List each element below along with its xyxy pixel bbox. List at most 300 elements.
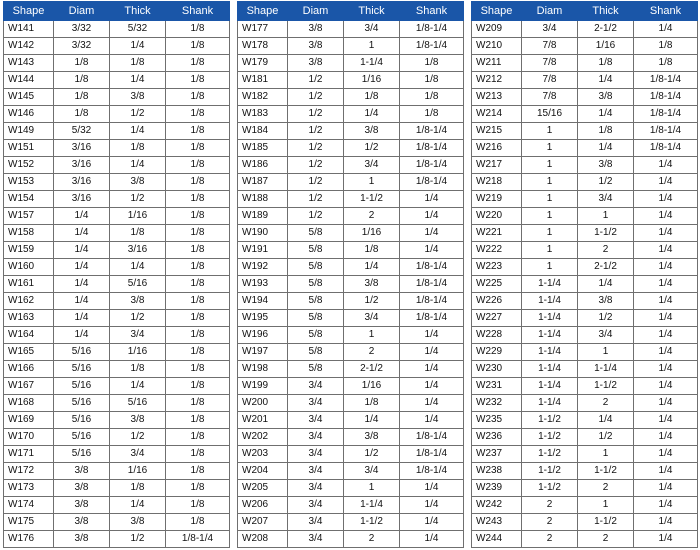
diam-cell: 1-1/4 bbox=[522, 310, 578, 327]
shank-cell: 1/4 bbox=[634, 429, 698, 446]
shank-cell: 1/4 bbox=[634, 174, 698, 191]
thick-cell: 3/8 bbox=[578, 293, 634, 310]
thick-cell: 3/4 bbox=[110, 446, 166, 463]
shank-cell: 1/4 bbox=[634, 480, 698, 497]
column-header-thick: Thick bbox=[578, 2, 634, 21]
shape-cell: W145 bbox=[4, 89, 54, 106]
diam-cell: 1/4 bbox=[54, 225, 110, 242]
shank-cell: 1/8 bbox=[400, 72, 464, 89]
thick-cell: 1/16 bbox=[344, 378, 400, 395]
diam-cell: 1-1/2 bbox=[522, 412, 578, 429]
thick-cell: 3/4 bbox=[110, 327, 166, 344]
diam-cell: 1-1/2 bbox=[522, 480, 578, 497]
diam-cell: 2 bbox=[522, 531, 578, 548]
shape-cell: W154 bbox=[4, 191, 54, 208]
header-row bbox=[472, 2, 698, 21]
table-row bbox=[4, 378, 230, 395]
shank-cell: 1/8 bbox=[166, 395, 230, 412]
shape-cell: W214 bbox=[472, 106, 522, 123]
thick-cell: 3/8 bbox=[110, 412, 166, 429]
table-row bbox=[472, 157, 698, 174]
shape-cell: W177 bbox=[238, 21, 288, 38]
thick-cell: 1/2 bbox=[344, 140, 400, 157]
table-row bbox=[472, 412, 698, 429]
table-row bbox=[472, 514, 698, 531]
table-row bbox=[472, 225, 698, 242]
shape-cell: W186 bbox=[238, 157, 288, 174]
diam-cell: 3/32 bbox=[54, 21, 110, 38]
table-row bbox=[472, 174, 698, 191]
shape-cell: W185 bbox=[238, 140, 288, 157]
thick-cell: 1 bbox=[344, 38, 400, 55]
diam-cell: 3/8 bbox=[54, 531, 110, 548]
thick-cell: 2 bbox=[344, 208, 400, 225]
shape-cell: W166 bbox=[4, 361, 54, 378]
table-row bbox=[4, 497, 230, 514]
shank-cell: 1/8-1/4 bbox=[166, 531, 230, 548]
thick-cell: 1/4 bbox=[578, 106, 634, 123]
shank-cell: 1/4 bbox=[634, 361, 698, 378]
thick-cell: 2 bbox=[578, 531, 634, 548]
table-row bbox=[472, 463, 698, 480]
thick-cell: 2-1/2 bbox=[578, 259, 634, 276]
thick-cell: 1/4 bbox=[578, 72, 634, 89]
column-header-shape: Shape bbox=[472, 2, 522, 21]
shape-cell: W217 bbox=[472, 157, 522, 174]
diam-cell: 3/4 bbox=[288, 531, 344, 548]
diam-cell: 5/16 bbox=[54, 344, 110, 361]
thick-cell: 1/4 bbox=[110, 123, 166, 140]
shape-cell: W164 bbox=[4, 327, 54, 344]
table-row bbox=[472, 531, 698, 548]
thick-cell: 1/2 bbox=[110, 191, 166, 208]
diam-cell: 1/2 bbox=[288, 106, 344, 123]
shape-cell: W221 bbox=[472, 225, 522, 242]
diam-cell: 3/32 bbox=[54, 38, 110, 55]
diam-cell: 1/8 bbox=[54, 89, 110, 106]
diam-cell: 3/4 bbox=[288, 446, 344, 463]
thick-cell: 1/16 bbox=[110, 463, 166, 480]
shape-cell: W189 bbox=[238, 208, 288, 225]
diam-cell: 5/8 bbox=[288, 225, 344, 242]
thick-cell: 1 bbox=[578, 208, 634, 225]
thick-cell: 1/8 bbox=[110, 140, 166, 157]
diam-cell: 1 bbox=[522, 123, 578, 140]
shank-cell: 1/4 bbox=[634, 497, 698, 514]
diam-cell: 7/8 bbox=[522, 55, 578, 72]
shape-cell: W184 bbox=[238, 123, 288, 140]
diam-cell: 1/4 bbox=[54, 259, 110, 276]
table-row bbox=[472, 123, 698, 140]
shank-cell: 1/8 bbox=[166, 242, 230, 259]
table-row bbox=[4, 310, 230, 327]
table-row bbox=[472, 72, 698, 89]
diam-cell: 3/8 bbox=[54, 480, 110, 497]
shank-cell: 1/8-1/4 bbox=[400, 463, 464, 480]
table-row bbox=[238, 174, 464, 191]
table-row bbox=[472, 259, 698, 276]
shank-cell: 1/8 bbox=[166, 344, 230, 361]
thick-cell: 1/8 bbox=[110, 225, 166, 242]
shape-cell: W161 bbox=[4, 276, 54, 293]
diam-cell: 1/2 bbox=[288, 140, 344, 157]
table-row bbox=[472, 497, 698, 514]
table-row bbox=[4, 106, 230, 123]
thick-cell: 1/4 bbox=[578, 412, 634, 429]
shank-cell: 1/8 bbox=[166, 38, 230, 55]
diam-cell: 1/8 bbox=[54, 72, 110, 89]
shank-cell: 1/8 bbox=[166, 140, 230, 157]
diam-cell: 1/8 bbox=[54, 106, 110, 123]
diam-cell: 5/16 bbox=[54, 429, 110, 446]
thick-cell: 1-1/2 bbox=[578, 225, 634, 242]
shank-cell: 1/8-1/4 bbox=[400, 174, 464, 191]
diam-cell: 3/4 bbox=[522, 21, 578, 38]
shape-cell: W176 bbox=[4, 531, 54, 548]
thick-cell: 1/4 bbox=[110, 259, 166, 276]
diam-cell: 3/4 bbox=[288, 463, 344, 480]
shank-cell: 1/8 bbox=[166, 106, 230, 123]
column-header-diam: Diam bbox=[288, 2, 344, 21]
table-row bbox=[238, 310, 464, 327]
diam-cell: 1-1/2 bbox=[522, 446, 578, 463]
thick-cell: 1/2 bbox=[344, 446, 400, 463]
diam-cell: 1 bbox=[522, 157, 578, 174]
table-row bbox=[238, 361, 464, 378]
shape-cell: W230 bbox=[472, 361, 522, 378]
shank-cell: 1/8 bbox=[166, 21, 230, 38]
table-row bbox=[238, 378, 464, 395]
diam-cell: 3/4 bbox=[288, 480, 344, 497]
thick-cell: 3/8 bbox=[344, 429, 400, 446]
column-header-shank: Shank bbox=[400, 2, 464, 21]
shape-cell: W146 bbox=[4, 106, 54, 123]
diam-cell: 3/8 bbox=[54, 497, 110, 514]
shape-cell: W151 bbox=[4, 140, 54, 157]
shape-cell: W173 bbox=[4, 480, 54, 497]
table-row bbox=[238, 463, 464, 480]
shape-cell: W237 bbox=[472, 446, 522, 463]
thick-cell: 1/4 bbox=[110, 38, 166, 55]
shape-cell: W181 bbox=[238, 72, 288, 89]
shape-cell: W163 bbox=[4, 310, 54, 327]
shape-cell: W196 bbox=[238, 327, 288, 344]
shape-cell: W199 bbox=[238, 378, 288, 395]
shank-cell: 1/4 bbox=[400, 378, 464, 395]
table-row bbox=[4, 429, 230, 446]
table-row bbox=[4, 174, 230, 191]
shank-cell: 1/4 bbox=[634, 395, 698, 412]
shape-cell: W192 bbox=[238, 259, 288, 276]
shank-cell: 1/8-1/4 bbox=[634, 89, 698, 106]
diam-cell: 5/16 bbox=[54, 361, 110, 378]
shank-cell: 1/8 bbox=[400, 106, 464, 123]
diam-cell: 1 bbox=[522, 140, 578, 157]
shank-cell: 1/4 bbox=[634, 463, 698, 480]
shape-cell: W159 bbox=[4, 242, 54, 259]
thick-cell: 1/8 bbox=[344, 89, 400, 106]
shank-cell: 1/8 bbox=[166, 497, 230, 514]
thick-cell: 1/2 bbox=[578, 429, 634, 446]
shape-cell: W232 bbox=[472, 395, 522, 412]
thick-cell: 1/2 bbox=[110, 310, 166, 327]
thick-cell: 3/8 bbox=[578, 89, 634, 106]
thick-cell: 1/16 bbox=[344, 72, 400, 89]
thick-cell: 1/4 bbox=[344, 106, 400, 123]
diam-cell: 1-1/2 bbox=[522, 429, 578, 446]
header-row bbox=[238, 2, 464, 21]
shank-cell: 1/8-1/4 bbox=[400, 157, 464, 174]
spec-table-2 bbox=[237, 1, 464, 548]
diam-cell: 1 bbox=[522, 242, 578, 259]
shape-cell: W170 bbox=[4, 429, 54, 446]
thick-cell: 1-1/4 bbox=[578, 361, 634, 378]
shank-cell: 1/4 bbox=[634, 157, 698, 174]
table-row bbox=[238, 225, 464, 242]
thick-cell: 3/8 bbox=[110, 89, 166, 106]
thick-cell: 2 bbox=[344, 531, 400, 548]
shank-cell: 1/8 bbox=[166, 361, 230, 378]
diam-cell: 1/8 bbox=[54, 55, 110, 72]
table-row bbox=[472, 361, 698, 378]
shank-cell: 1/8 bbox=[166, 89, 230, 106]
table-row bbox=[4, 55, 230, 72]
shank-cell: 1/8 bbox=[166, 412, 230, 429]
shank-cell: 1/8-1/4 bbox=[400, 21, 464, 38]
diam-cell: 1/2 bbox=[288, 157, 344, 174]
shank-cell: 1/8-1/4 bbox=[400, 259, 464, 276]
shape-cell: W190 bbox=[238, 225, 288, 242]
thick-cell: 1 bbox=[344, 327, 400, 344]
shape-cell: W218 bbox=[472, 174, 522, 191]
table-row bbox=[472, 191, 698, 208]
table-row bbox=[472, 242, 698, 259]
table-row bbox=[238, 157, 464, 174]
thick-cell: 1/2 bbox=[110, 429, 166, 446]
header-row bbox=[4, 2, 230, 21]
table-row bbox=[4, 157, 230, 174]
table-row bbox=[238, 208, 464, 225]
shank-cell: 1/4 bbox=[400, 344, 464, 361]
thick-cell: 2 bbox=[578, 242, 634, 259]
table-row bbox=[238, 106, 464, 123]
diam-cell: 5/16 bbox=[54, 395, 110, 412]
shape-cell: W206 bbox=[238, 497, 288, 514]
shank-cell: 1/8-1/4 bbox=[400, 446, 464, 463]
shank-cell: 1/8 bbox=[166, 55, 230, 72]
thick-cell: 1/2 bbox=[578, 174, 634, 191]
shape-cell: W187 bbox=[238, 174, 288, 191]
thick-cell: 3/4 bbox=[578, 327, 634, 344]
thick-cell: 1-1/2 bbox=[344, 514, 400, 531]
diam-cell: 1/2 bbox=[288, 89, 344, 106]
table-row bbox=[238, 242, 464, 259]
thick-cell: 3/4 bbox=[344, 157, 400, 174]
shape-cell: W212 bbox=[472, 72, 522, 89]
table-row bbox=[4, 123, 230, 140]
diam-cell: 5/16 bbox=[54, 378, 110, 395]
shape-cell: W216 bbox=[472, 140, 522, 157]
shape-cell: W244 bbox=[472, 531, 522, 548]
shank-cell: 1/8 bbox=[166, 259, 230, 276]
shank-cell: 1/8 bbox=[400, 55, 464, 72]
thick-cell: 1/8 bbox=[578, 123, 634, 140]
shank-cell: 1/4 bbox=[634, 21, 698, 38]
column-header-thick: Thick bbox=[344, 2, 400, 21]
shank-cell: 1/4 bbox=[634, 327, 698, 344]
shank-cell: 1/4 bbox=[634, 208, 698, 225]
shape-cell: W208 bbox=[238, 531, 288, 548]
diam-cell: 1 bbox=[522, 208, 578, 225]
table-row bbox=[4, 276, 230, 293]
shank-cell: 1/8-1/4 bbox=[400, 123, 464, 140]
thick-cell: 2 bbox=[578, 395, 634, 412]
shank-cell: 1/8-1/4 bbox=[400, 276, 464, 293]
diam-cell: 1-1/4 bbox=[522, 344, 578, 361]
diam-cell: 5/8 bbox=[288, 242, 344, 259]
shank-cell: 1/4 bbox=[634, 259, 698, 276]
table-row bbox=[472, 344, 698, 361]
table-row bbox=[472, 21, 698, 38]
diam-cell: 1-1/4 bbox=[522, 276, 578, 293]
thick-cell: 1/8 bbox=[110, 55, 166, 72]
shank-cell: 1/8 bbox=[166, 174, 230, 191]
thick-cell: 3/4 bbox=[344, 310, 400, 327]
diam-cell: 3/4 bbox=[288, 429, 344, 446]
diam-cell: 5/16 bbox=[54, 446, 110, 463]
thick-cell: 3/8 bbox=[344, 276, 400, 293]
shank-cell: 1/4 bbox=[400, 327, 464, 344]
shank-cell: 1/8 bbox=[166, 429, 230, 446]
shank-cell: 1/4 bbox=[634, 191, 698, 208]
thick-cell: 1-1/4 bbox=[344, 497, 400, 514]
table-row bbox=[472, 310, 698, 327]
thick-cell: 5/16 bbox=[110, 395, 166, 412]
shank-cell: 1/8 bbox=[634, 55, 698, 72]
thick-cell: 1 bbox=[578, 446, 634, 463]
shape-cell: W200 bbox=[238, 395, 288, 412]
shape-cell: W203 bbox=[238, 446, 288, 463]
table-row bbox=[238, 497, 464, 514]
thick-cell: 1/4 bbox=[578, 276, 634, 293]
diam-cell: 1/4 bbox=[54, 242, 110, 259]
thick-cell: 3/8 bbox=[110, 514, 166, 531]
thick-cell: 1/4 bbox=[110, 378, 166, 395]
shape-cell: W143 bbox=[4, 55, 54, 72]
shape-cell: W226 bbox=[472, 293, 522, 310]
shank-cell: 1/8 bbox=[166, 446, 230, 463]
diam-cell: 1/4 bbox=[54, 293, 110, 310]
table-row bbox=[238, 395, 464, 412]
diam-cell: 15/16 bbox=[522, 106, 578, 123]
shape-cell: W160 bbox=[4, 259, 54, 276]
shape-cell: W188 bbox=[238, 191, 288, 208]
table-row bbox=[472, 89, 698, 106]
thick-cell: 1-1/2 bbox=[578, 514, 634, 531]
diam-cell: 5/8 bbox=[288, 293, 344, 310]
diam-cell: 3/8 bbox=[288, 21, 344, 38]
diam-cell: 1/4 bbox=[54, 208, 110, 225]
diam-cell: 3/8 bbox=[288, 55, 344, 72]
table-row bbox=[238, 21, 464, 38]
table-row bbox=[238, 429, 464, 446]
table-row bbox=[4, 395, 230, 412]
table-row bbox=[472, 395, 698, 412]
shank-cell: 1/4 bbox=[400, 531, 464, 548]
table-row bbox=[4, 208, 230, 225]
table-row bbox=[472, 480, 698, 497]
shape-cell: W225 bbox=[472, 276, 522, 293]
table-row bbox=[4, 259, 230, 276]
column-header-shank: Shank bbox=[634, 2, 698, 21]
table-row bbox=[472, 276, 698, 293]
shape-cell: W197 bbox=[238, 344, 288, 361]
shape-cell: W162 bbox=[4, 293, 54, 310]
table-row bbox=[4, 21, 230, 38]
shape-cell: W142 bbox=[4, 38, 54, 55]
shank-cell: 1/4 bbox=[634, 446, 698, 463]
thick-cell: 1/8 bbox=[578, 55, 634, 72]
diam-cell: 7/8 bbox=[522, 89, 578, 106]
thick-cell: 1/16 bbox=[578, 38, 634, 55]
thick-cell: 5/32 bbox=[110, 21, 166, 38]
diam-cell: 1-1/4 bbox=[522, 327, 578, 344]
spec-tables bbox=[3, 1, 698, 548]
thick-cell: 1/4 bbox=[110, 72, 166, 89]
table-row bbox=[238, 293, 464, 310]
thick-cell: 1/4 bbox=[344, 259, 400, 276]
shape-cell: W182 bbox=[238, 89, 288, 106]
diam-cell: 1-1/2 bbox=[522, 463, 578, 480]
shank-cell: 1/8 bbox=[634, 38, 698, 55]
shank-cell: 1/4 bbox=[400, 480, 464, 497]
shape-cell: W165 bbox=[4, 344, 54, 361]
shank-cell: 1/4 bbox=[400, 497, 464, 514]
shape-cell: W223 bbox=[472, 259, 522, 276]
thick-cell: 1/2 bbox=[578, 310, 634, 327]
shape-cell: W238 bbox=[472, 463, 522, 480]
spec-table-1 bbox=[3, 1, 230, 548]
shank-cell: 1/8-1/4 bbox=[400, 140, 464, 157]
diam-cell: 3/4 bbox=[288, 378, 344, 395]
shape-cell: W219 bbox=[472, 191, 522, 208]
shape-cell: W207 bbox=[238, 514, 288, 531]
shape-cell: W194 bbox=[238, 293, 288, 310]
shape-cell: W228 bbox=[472, 327, 522, 344]
shank-cell: 1/8 bbox=[166, 463, 230, 480]
diam-cell: 3/16 bbox=[54, 191, 110, 208]
diam-cell: 3/16 bbox=[54, 140, 110, 157]
diam-cell: 1-1/4 bbox=[522, 395, 578, 412]
shank-cell: 1/4 bbox=[400, 242, 464, 259]
diam-cell: 3/8 bbox=[54, 463, 110, 480]
shank-cell: 1/4 bbox=[400, 412, 464, 429]
thick-cell: 1/2 bbox=[344, 293, 400, 310]
diam-cell: 5/8 bbox=[288, 361, 344, 378]
diam-cell: 1 bbox=[522, 259, 578, 276]
shape-cell: W172 bbox=[4, 463, 54, 480]
thick-cell: 1/16 bbox=[344, 225, 400, 242]
shape-cell: W175 bbox=[4, 514, 54, 531]
table-row bbox=[4, 191, 230, 208]
spec-table-3 bbox=[471, 1, 698, 548]
diam-cell: 1-1/4 bbox=[522, 378, 578, 395]
diam-cell: 5/16 bbox=[54, 412, 110, 429]
table-row bbox=[238, 412, 464, 429]
shank-cell: 1/4 bbox=[634, 344, 698, 361]
diam-cell: 3/8 bbox=[288, 38, 344, 55]
shape-cell: W210 bbox=[472, 38, 522, 55]
